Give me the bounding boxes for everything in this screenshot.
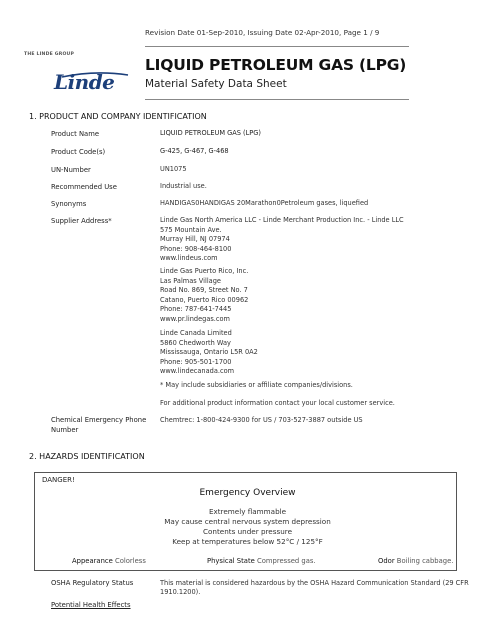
hazard-statement: Contents under pressure	[203, 527, 292, 536]
supplier-pr-phone: Phone: 787-641-7445	[160, 305, 232, 314]
recommended-use-label: Recommended Use	[51, 183, 117, 191]
supplier-ca-address-line: Linde Canada Limited	[160, 329, 232, 337]
supplier-na-address-line: 575 Mountain Ave.	[160, 225, 222, 234]
emergency-phone-label-line-2: Number	[51, 425, 79, 434]
osha-status-line-2: 1910.1200).	[160, 588, 201, 596]
revision-line: Revision Date 01-Sep-2010, Issuing Date 02-Apr-2010, Page 1 / 9	[145, 28, 380, 37]
un-number-label: UN-Number	[51, 166, 91, 174]
supplier-na-address-line: Murray Hill, NJ 07974	[160, 235, 230, 244]
supplier-pr-website[interactable]: www.pr.lindegas.com	[160, 315, 230, 323]
logo-wordmark: Linde	[54, 70, 115, 94]
appearance-field	[72, 557, 146, 565]
linde-logo	[24, 52, 136, 102]
product-codes-label: Product Code(s)	[51, 148, 106, 156]
section-2-heading: 2. HAZARDS IDENTIFICATION	[29, 452, 145, 461]
odor-label: Odor	[378, 557, 395, 565]
supplier-na-phone: Phone: 908-464-8100	[160, 244, 232, 253]
supplier-pr-address-line: Las Palmas Village	[160, 276, 221, 285]
supplier-ca-address-line: Mississauga, Ontario L5R 0A2	[160, 348, 258, 357]
document-title: LIQUID PETROLEUM GAS (LPG)	[145, 56, 407, 74]
supplier-footnote: * May include subsidiaries or affiliate companies/divisions.	[160, 381, 353, 389]
hazard-statement: Extremely flammable	[208, 507, 287, 516]
supplier-ca-phone: Phone: 905-501-1700	[160, 357, 232, 366]
odor-field	[378, 557, 453, 565]
synonyms-label: Synonyms	[51, 200, 87, 208]
supplier-na-website[interactable]: www.lindeus.com	[160, 254, 218, 263]
hazard-statement: May cause central nervous system depression	[164, 517, 331, 526]
logo-group-text: THE LINDE GROUP	[24, 52, 75, 57]
supplier-address-label: Supplier Address*	[51, 217, 112, 225]
product-name-value: LIQUID PETROLEUM GAS (LPG)	[160, 129, 261, 137]
recommended-use-value: Industrial use.	[160, 182, 207, 190]
physical-state-label: Physical State	[207, 557, 255, 565]
supplier-pr-address-line: Road No. 869, Street No. 7	[160, 286, 248, 295]
odor-value: Boiling cabbage.	[396, 557, 454, 565]
customer-service-note: For additional product information contact your local customer service.	[160, 399, 395, 407]
osha-status-value	[160, 579, 469, 597]
physical-state-field	[207, 557, 316, 565]
emergency-phone-label-line-1: Chemical Emergency Phone	[51, 416, 147, 424]
physical-state-value: Compressed gas.	[256, 557, 316, 565]
supplier-ca-website[interactable]: www.lindecanada.com	[160, 367, 235, 376]
emergency-phone-value: Chemtrec: 1-800-424-9300 for US / 703-527-3887 outside US	[160, 416, 363, 424]
osha-status-line-1: This material is considered hazardous by the OSHA Hazard Communication Standard (29 CFR	[160, 579, 469, 587]
appearance-label: Appearance	[72, 557, 113, 565]
supplier-ca-address-line: 5860 Chedworth Way	[160, 338, 231, 347]
product-name-label: Product Name	[51, 130, 100, 138]
hazard-statement: Keep at temperatures below 52°C / 125°F	[172, 537, 323, 546]
header-bottom-rule	[145, 99, 409, 100]
un-number-value: UN1075	[160, 165, 187, 173]
section-1-heading: 1. PRODUCT AND COMPANY IDENTIFICATION	[29, 112, 207, 121]
product-codes-value: G-425, G-467, G-468	[160, 147, 229, 155]
appearance-value: Colorless	[114, 557, 146, 565]
header-top-rule	[145, 46, 409, 47]
potential-health-effects-heading: Potential Health Effects	[51, 601, 131, 609]
supplier-line-1: Linde Gas North America LLC - Linde Merchant Production Inc. - Linde LLC	[160, 216, 404, 224]
synonyms-value: HANDIGAS0HANDIGAS 20Marathon0Petroleum gases, liquefied	[160, 199, 369, 207]
osha-status-label: OSHA Regulatory Status	[51, 579, 134, 587]
supplier-pr-address-line: Linde Gas Puerto Rico, Inc.	[160, 267, 249, 275]
supplier-pr-address-line: Catano, Puerto Rico 00962	[160, 295, 249, 304]
document-subtitle: Material Safety Data Sheet	[145, 78, 287, 90]
emergency-overview-title: Emergency Overview	[199, 488, 296, 498]
danger-signal-word: DANGER!	[42, 476, 75, 484]
emergency-phone-label	[51, 416, 146, 435]
